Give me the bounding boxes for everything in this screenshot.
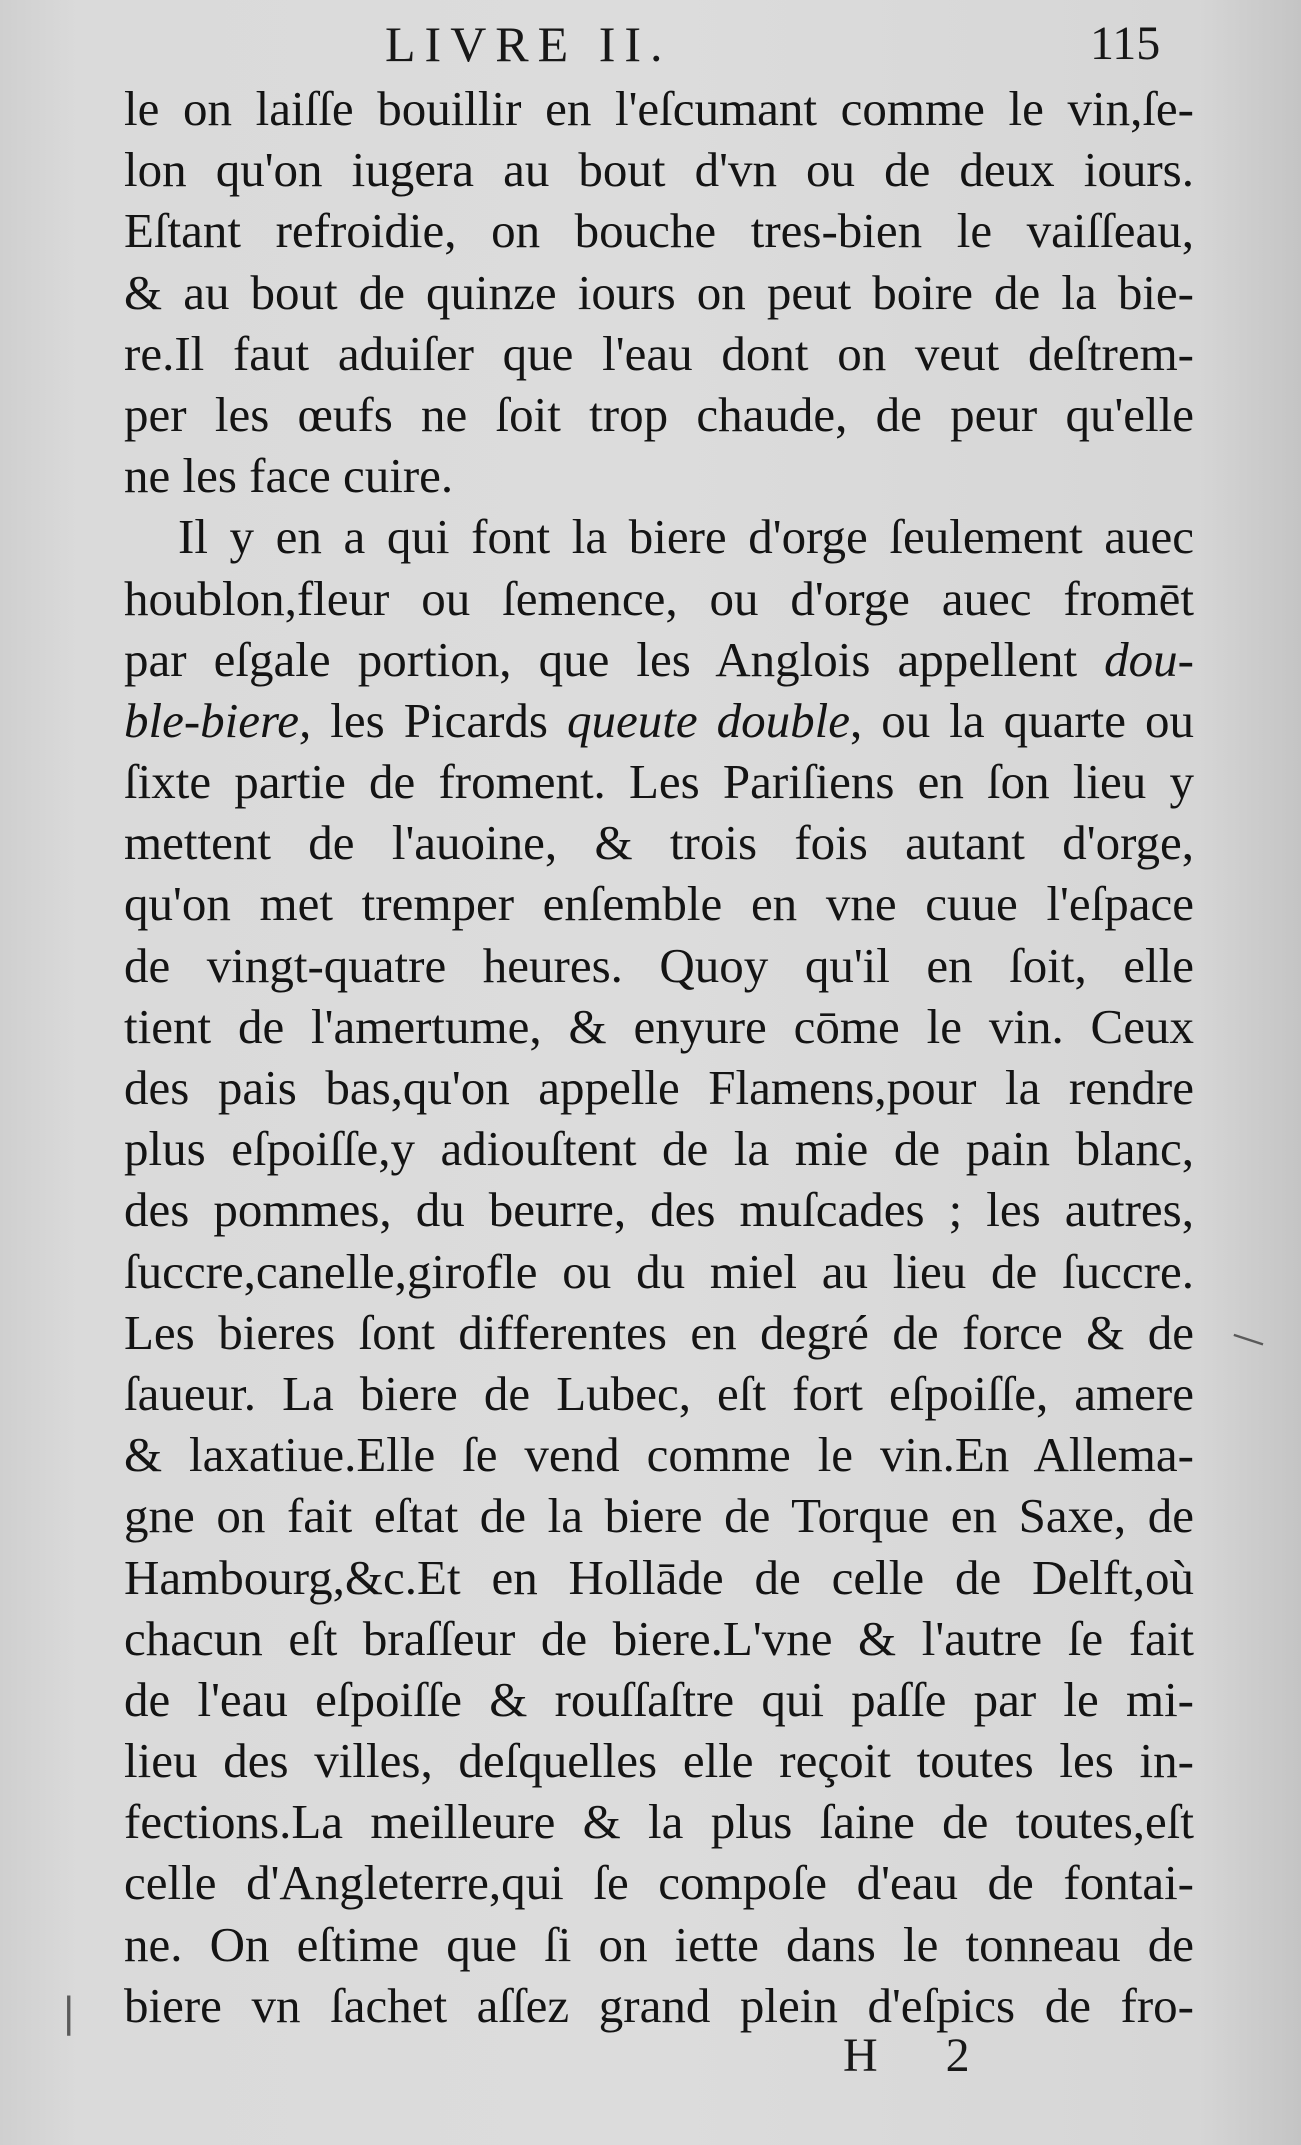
text-line <box>124 139 1194 200</box>
text-line <box>124 262 1194 323</box>
italic-term: queute double <box>566 692 850 748</box>
text-line <box>124 1118 1194 1179</box>
line-segment: biere vn ſachet aſſez grand plein d'eſpics de fro- <box>124 1977 1194 2033</box>
text-line <box>124 1608 1194 1669</box>
line-segment: celle d'Angleterre,qui ſe compoſe d'eau de fontai- <box>124 1855 1194 1911</box>
line-segment: le on laiſſe bouillir en l'eſcumant comme le vin,ſe- <box>124 81 1194 136</box>
text-line <box>124 1547 1194 1608</box>
text-line <box>124 751 1194 812</box>
text-line <box>124 1241 1194 1302</box>
text-line <box>124 1424 1194 1485</box>
margin-tick-icon: | <box>62 1990 76 2036</box>
line-segment: per les œufs ne ſoit trop chaude, de peur qu'elle <box>124 386 1194 442</box>
text-line <box>124 1179 1194 1240</box>
line-segment: de l'eau eſpoiſſe & rouſſaſtre qui paſſe par le mi- <box>124 1671 1194 1727</box>
line-segment: Il y en a qui font la biere d'orge ſeulement auec <box>178 509 1194 565</box>
line-segment: de vingt-quatre heures. Quoy qu'il en ſoit, elle <box>124 937 1194 993</box>
page-number: 115 <box>1090 17 1161 70</box>
text-line <box>124 200 1194 261</box>
text-line <box>124 629 1194 690</box>
line-segment: ſaueur. La biere de Lubec, eſt fort eſpoiſſe, amere <box>124 1365 1194 1421</box>
text-line <box>124 1302 1194 1363</box>
line-segment: ne les face cuire. <box>124 448 454 504</box>
line-segment: chacun eſt braſſeur de biere.L'vne & l'autre ſe fait <box>124 1610 1194 1666</box>
line-segment: Eſtant refroidie, on bouche tres-bien le vaiſſeau, <box>124 203 1194 259</box>
text-line <box>124 1363 1194 1424</box>
text-line <box>124 1852 1194 1913</box>
line-segment: mettent de l'auoine, & trois fois autant d'orge, <box>124 815 1194 871</box>
line-segment: qu'on met tremper enſemble en vne cuue l'eſpace <box>124 876 1194 932</box>
italic-term: ble-biere, <box>124 692 312 748</box>
line-segment: des pais bas,qu'on appelle Flamens,pour la rendre <box>124 1060 1194 1115</box>
text-line <box>124 1791 1194 1852</box>
text-line <box>124 1669 1194 1730</box>
text-line <box>124 873 1194 934</box>
text-line <box>124 78 1194 139</box>
text-line <box>124 690 1194 751</box>
line-segment: & laxatiue.Elle ſe vend comme le vin.En Allema- <box>124 1427 1194 1483</box>
text-line <box>124 996 1194 1057</box>
line-segment: ne. On eſtime que ſi on iette dans le tonneau de <box>124 1916 1194 1972</box>
signature-mark: H 2 <box>843 2029 998 2082</box>
margin-stroke-icon: — <box>1226 1313 1272 1363</box>
line-segment: plus eſpoiſſe,y adiouſtent de la mie de pain blanc, <box>124 1121 1194 1177</box>
line-segment: fections.La meilleure & la plus ſaine de toutes,eſt <box>124 1794 1194 1850</box>
body-text <box>124 78 1194 2036</box>
text-line <box>124 1485 1194 1546</box>
text-line <box>124 323 1194 384</box>
line-segment: houblon,fleur ou ſemence, ou d'orge auec fromēt <box>124 570 1194 626</box>
line-segment: Hambourg,&c.Et en Hollāde de celle de Delft,où <box>124 1549 1194 1605</box>
line-segment: re.Il faut aduiſer que l'eau dont on veut deſtrem- <box>124 325 1194 381</box>
text-line <box>124 506 1194 567</box>
text-line <box>124 1730 1194 1791</box>
line-segment: tient de l'amertume, & enyure cōme le vin. Ceux <box>124 998 1194 1054</box>
text-line <box>124 812 1194 873</box>
line-segment: Les bieres ſont differentes en degré de force & de <box>124 1304 1194 1360</box>
text-line <box>124 1975 1194 2036</box>
italic-term: dou- <box>1104 631 1194 687</box>
text-line <box>124 384 1194 445</box>
text-line <box>124 935 1194 996</box>
line-segment: les Picards <box>311 692 567 748</box>
text-line <box>124 1057 1194 1118</box>
text-line <box>124 568 1194 629</box>
line-segment: ſuccre,canelle,girofle ou du miel au lieu de ſuccre. <box>124 1243 1194 1299</box>
text-line <box>124 445 1194 506</box>
line-segment: & au bout de quinze iours on peut boire de la bie- <box>124 264 1194 320</box>
running-title: LIVRE II. <box>385 16 672 72</box>
line-segment: lon qu'on iugera au bout d'vn ou de deux iours. <box>124 142 1194 198</box>
line-segment: ſixte partie de froment. Les Pariſiens en ſon lieu y <box>124 754 1194 810</box>
page-header <box>0 14 1301 74</box>
line-segment: des pommes, du beurre, des muſcades ; les autres, <box>124 1182 1194 1238</box>
line-segment: gne on fait eſtat de la biere de Torque en Saxe, de <box>124 1488 1194 1544</box>
line-segment: , ou la quarte ou <box>849 692 1195 748</box>
line-segment: lieu des villes, deſquelles elle reçoit toutes les in- <box>124 1733 1194 1789</box>
line-segment: par eſgale portion, que les Anglois appellent <box>124 631 1105 687</box>
text-line <box>124 1914 1194 1975</box>
